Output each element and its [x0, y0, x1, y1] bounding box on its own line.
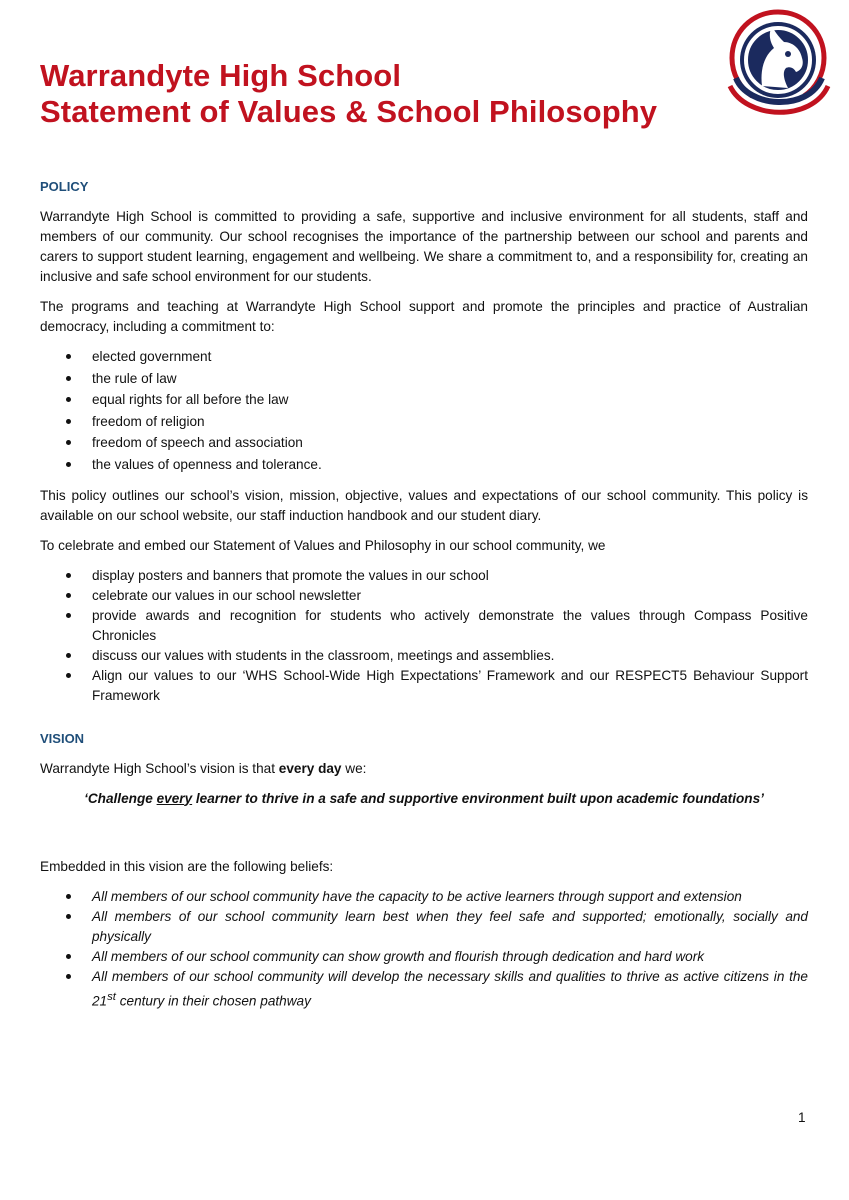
list-item: display posters and banners that promote the values in our school	[40, 566, 808, 586]
list-item: equal rights for all before the law	[40, 390, 808, 410]
document-body	[40, 177, 808, 1022]
list-item: elected government	[40, 347, 808, 367]
policy-paragraph-4: To celebrate and embed our Statement of Values and Philosophy in our school community, we	[40, 537, 606, 553]
list-item: discuss our values with students in the classroom, meetings and assemblies.	[40, 646, 808, 666]
list-item: freedom of speech and association	[40, 433, 808, 453]
policy-paragraph-1: Warrandyte High School is committed to providing a safe, supportive and inclusive environment for all students, staff and members of our community. Our school recognises the importance of the partnership between our school and parents and carers to support student learning, engagement and wellbeing. We share a commitment to, and a responsibility for, creating an inclusive and safe school environment for our students.	[40, 209, 808, 284]
list-item: All members of our school community have the capacity to be active learners through support and extension	[40, 887, 808, 907]
list-item: freedom of religion	[40, 412, 808, 432]
page-number: 1	[798, 1110, 806, 1125]
list-item: provide awards and recognition for students who actively demonstrate the values through Compass Positive Chronicles	[40, 606, 808, 646]
vision-intro-end: we:	[341, 760, 367, 776]
vision-statement	[40, 789, 808, 809]
title-line-2: Statement of Values & School Philosophy	[40, 94, 658, 129]
vision-intro-text: Warrandyte High School’s vision is that	[40, 760, 279, 776]
list-item: the rule of law	[40, 369, 808, 389]
democracy-list	[40, 347, 808, 475]
belief-text: All members of our school community will develop the necessary skills and qualities to thrive as active citizens in the 21	[92, 968, 808, 1009]
belief-superscript: st	[107, 990, 116, 1003]
list-item: the values of openness and tolerance.	[40, 455, 808, 475]
document-title	[40, 58, 730, 130]
list-item: celebrate our values in our school newsletter	[40, 586, 808, 606]
quote-underlined-word: every	[156, 790, 193, 806]
celebrate-list	[40, 566, 808, 706]
vision-intro	[40, 759, 808, 779]
belief-text-end: century in their chosen pathway	[115, 993, 311, 1009]
title-line-1: Warrandyte High School	[40, 58, 402, 93]
quote-start: ‘Challenge	[84, 790, 157, 806]
vision-intro-emphasis: every day	[278, 760, 342, 776]
quote-end: learner to thrive in a safe and supportive environment built upon academic foundations’	[192, 790, 764, 806]
cockatoo-crest-logo-icon	[722, 8, 835, 120]
list-item: All members of our school community can show growth and flourish through dedication and hard work	[40, 947, 808, 967]
list-item: All members of our school community learn best when they feel safe and supported; emotionally, socially and physically	[40, 907, 808, 947]
policy-paragraph-2: The programs and teaching at Warrandyte High School support and promote the principles and practice of Australian democracy, including a commitment to:	[40, 299, 808, 334]
beliefs-intro: Embedded in this vision are the following beliefs:	[40, 858, 334, 874]
list-item: Align our values to our ‘WHS School-Wide High Expectations’ Framework and our RESPECT5 Behaviour Support Framework	[40, 666, 808, 706]
vision-heading: VISION	[40, 730, 85, 746]
policy-paragraph-3: This policy outlines our school’s vision, mission, objective, values and expectations of our school community. This policy is available on our school website, our staff induction handbook and our student diary.	[40, 487, 808, 523]
policy-heading: POLICY	[40, 179, 89, 194]
list-item	[40, 967, 808, 1012]
beliefs-list	[40, 887, 808, 1012]
